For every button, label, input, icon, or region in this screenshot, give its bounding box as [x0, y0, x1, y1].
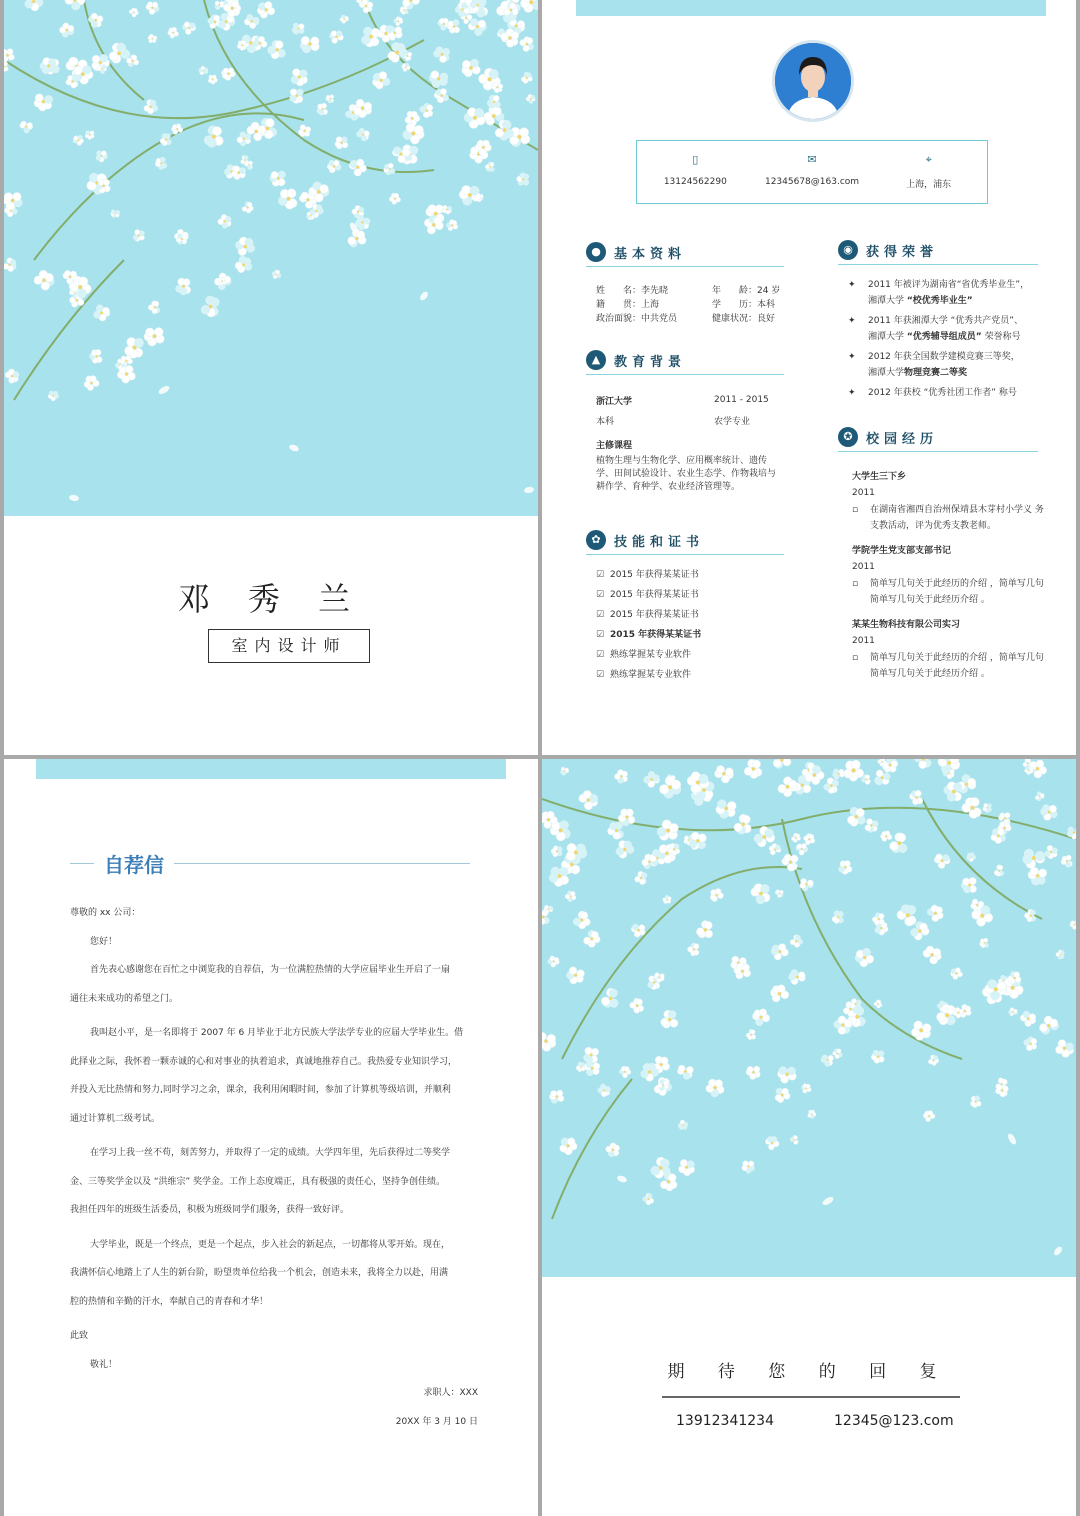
letter-line: 在学习上我一丝不苟，刻苦努力，并取得了一定的成绩。大学四年里，先后获得过二等奖学 [90, 1148, 451, 1158]
education-block [596, 393, 782, 494]
letter-body [70, 899, 478, 1436]
flower-background [4, 0, 538, 516]
blossom [847, 807, 865, 826]
checkbox-icon: ☑ [596, 650, 605, 660]
letter-greeting: 尊敬的 xx 公司： [70, 908, 141, 918]
checkbox-icon: ☑ [596, 590, 605, 600]
letter-line: 金、三等奖学金以及 “洪维宗” 奖学金。工作上态度端正，具有极强的责任心，坚持争创佳绩。 [70, 1176, 446, 1187]
contact-box [636, 140, 988, 204]
list-item [596, 625, 701, 645]
blossom [549, 1090, 564, 1103]
star-icon: ✦ [848, 280, 856, 290]
divider [662, 1396, 960, 1398]
flower-background [542, 759, 1076, 1277]
letter-line: 我叫赵小平，是一名即将于 2007 年 6 月毕业于北方民族大学法学专业的应届大学毕业生。借 [90, 1028, 464, 1038]
honor-text: 湘潭大学 [868, 368, 905, 378]
section-education [586, 350, 784, 375]
campus-desc: 简单写几句关于此经历的介绍 ，简单写几句简单写几句关于此经历介绍 。 [870, 579, 1044, 605]
resume-page [542, 0, 1076, 755]
blossom [970, 1096, 981, 1108]
blossom [462, 59, 481, 77]
skill-text: 2015 年获得某某证书 [610, 570, 699, 580]
letter-line: 我满怀信心地踏上了人生的新台阶，盼望贵单位给我一个机会，创造未来，我将全力以赴，用满 [70, 1268, 449, 1278]
section-campus [838, 427, 1038, 452]
section-title: 基本资料 [614, 246, 687, 262]
campus-org: 某某生物科技有限公司实习 [852, 620, 961, 630]
honor-text: 2012 年获校 “优秀社团工作者” 称号 [868, 388, 1017, 398]
blossom [850, 999, 861, 1010]
blossom [292, 23, 304, 34]
course-label: 主修课程 [596, 441, 633, 451]
honor-text: 湘潭大学 [868, 332, 907, 342]
section-title: 校园经历 [866, 431, 939, 447]
checkbox-icon: ☑ [596, 610, 605, 620]
course-list: 植物生理与生物化学、应用概率统计、遗传学、田间试验设计、农业生态学、作物栽培与耕作学、育种学、农业经济管理等。 [596, 456, 777, 492]
avatar [772, 40, 854, 122]
letter-date: 20XX 年 3 月 10 日 [395, 1416, 478, 1427]
blossom [839, 861, 852, 875]
phone-text: 13124562290 [663, 177, 727, 187]
section-honors [838, 240, 1038, 265]
campus-item [852, 544, 1044, 608]
section-skills [586, 530, 784, 555]
basic-cell: 健康状况：良好 [712, 314, 776, 324]
star-icon: ✦ [848, 316, 856, 326]
section-basic-info [586, 242, 784, 267]
campus-list [852, 470, 1044, 682]
campus-item [852, 470, 1044, 534]
mail-icon: ✉ [807, 153, 817, 166]
letter-line: 通过计算机二级考试。 [70, 1113, 161, 1124]
basic-cell: 姓 名：李先晓 [596, 286, 669, 296]
contact-phone [637, 141, 754, 203]
star-icon: ✦ [848, 388, 856, 398]
list-item [848, 313, 1048, 345]
letter-line: 此择业之际，我怀着一颗赤诚的心和对事业的执着追求，真诚地推荐自己。我热爱专业知识学习， [70, 1056, 458, 1067]
cover-job-title: 室内设计师 [208, 629, 370, 663]
divider [70, 863, 94, 864]
top-bar [576, 0, 1046, 16]
letter-line: 并投入无比热情和努力,同时学习之余，课余，我利用闲暇时间，参加了计算机等级培训，并顺利 [70, 1085, 451, 1095]
star-icon: ✦ [848, 352, 856, 362]
closing-phone: 13912341234 [676, 1413, 774, 1429]
letter-line: 腔的热情和辛勤的汗水，奉献自己的青春和才华！ [70, 1296, 269, 1307]
closing-email: 12345@123.com [834, 1413, 954, 1429]
edu-period: 2011 - 2015 [714, 395, 769, 405]
school-name: 浙江大学 [596, 397, 633, 407]
bullet-icon: ▫ [852, 653, 859, 663]
blossom [176, 234, 187, 245]
blossom [133, 230, 144, 242]
blossom [362, 27, 381, 47]
campus-icon: ✪ [838, 427, 858, 447]
cover-page [4, 0, 538, 755]
blossom [317, 103, 328, 115]
basic-cell: 政治面貌：中共党员 [596, 314, 678, 324]
skill-text: 熟练掌握某专业软件 [610, 650, 692, 660]
section-title: 获得荣誉 [866, 244, 939, 260]
blossom [865, 819, 878, 833]
skill-text: 2015 年获得某某证书 [610, 590, 699, 600]
honor-text: 荣誉称号 [981, 332, 1021, 342]
basic-info-table [596, 284, 796, 326]
checkbox-icon: ☑ [596, 630, 605, 640]
campus-year: 2011 [852, 488, 875, 498]
honor-emphasis: “校优秀毕业生” [906, 296, 973, 306]
list-item [596, 645, 701, 665]
letter-title: 自荐信 [104, 853, 164, 877]
letter-line: 首先表心感谢您在百忙之中浏览我的自荐信，为一位满腔热情的大学应届毕业生开启了一扇 [90, 965, 451, 975]
skill-text: 2015 年获得某某证书 [610, 610, 699, 620]
flower-illustration [4, 0, 538, 516]
bullet-icon: ▫ [852, 579, 859, 589]
checkbox-icon: ☑ [596, 570, 605, 580]
campus-org: 学院学生党支部支部书记 [852, 546, 952, 556]
contact-location [870, 141, 987, 203]
checkbox-icon: ☑ [596, 670, 605, 680]
campus-desc: 在湖南省湘西自治州保靖县木芽村小学义 务支教活动，评为优秀支教老师。 [870, 505, 1044, 531]
list-item [596, 605, 701, 625]
blossom [291, 69, 308, 86]
blossom [290, 89, 304, 104]
skill-text: 2015 年获得某某证书 [610, 630, 702, 640]
blossom [111, 210, 120, 218]
edu-major: 农学专业 [714, 417, 751, 427]
closing-page [542, 759, 1076, 1516]
letter-hello: 您好！ [90, 936, 118, 947]
letter-closing: 敬礼！ [90, 1359, 118, 1370]
flower-illustration [542, 759, 1076, 1277]
honor-text: 湘潭大学 [868, 296, 907, 306]
campus-year: 2011 [852, 636, 875, 646]
letter-line: 大学毕业，既是一个终点，更是一个起点，步入社会的新起点，一切都将从零开始。现在， [90, 1239, 451, 1250]
divider [174, 863, 470, 864]
honor-list [848, 277, 1048, 405]
cover-name: 邓 秀 兰 [177, 580, 365, 618]
letter-line: 我担任四年的班级生活委员，积极为班级同学们服务，获得一致好评。 [70, 1205, 350, 1215]
location-icon: ⌖ [925, 153, 932, 166]
phone-icon: ▯ [692, 153, 699, 166]
letter-page [4, 759, 538, 1516]
list-item [848, 385, 1048, 401]
medal-icon: ◉ [838, 240, 858, 260]
blossom [335, 137, 348, 149]
person-icon: ● [586, 242, 606, 262]
section-title: 技能和证书 [614, 534, 705, 550]
honor-text: 2012 年获全国数学建模竞赛三等奖， [868, 352, 1020, 362]
blossom [584, 1061, 600, 1076]
letter-signer: 求职人：XXX [423, 1388, 478, 1398]
list-item [848, 349, 1048, 381]
blossom [298, 125, 311, 137]
blossom [442, 205, 451, 214]
skill-text: 熟练掌握某专业软件 [610, 670, 692, 680]
honor-text: 2011 年被评为湖南省“省优秀毕业生”， [868, 280, 1030, 290]
campus-desc: 简单写几句关于此经历的介绍 ，简单写几句简单写几句关于此经历介绍 。 [870, 653, 1044, 679]
avatar-photo [775, 43, 851, 119]
list-item [596, 565, 701, 585]
campus-item [852, 618, 1044, 682]
closing-title: 期 待 您 的 回 复 [667, 1362, 951, 1382]
location-text: 上海，浦东 [906, 180, 952, 190]
top-bar [36, 759, 506, 779]
skill-list [596, 565, 701, 685]
list-item [848, 277, 1048, 309]
section-title: 教育背景 [614, 354, 687, 370]
bullet-icon: ▫ [852, 505, 859, 515]
campus-org: 大学生三下乡 [852, 472, 907, 482]
list-item [596, 665, 701, 685]
campus-year: 2011 [852, 562, 875, 572]
gear-icon: ✿ [586, 530, 606, 550]
edu-degree: 本科 [596, 417, 615, 427]
blossom [584, 1047, 599, 1063]
contact-email [754, 141, 871, 203]
blossom [689, 832, 706, 850]
basic-cell: 学 历：本科 [712, 300, 776, 310]
graduation-cap-icon: ▲ [586, 350, 606, 370]
honor-text: 2011 年获湘潭大学 “优秀共产党员”、 [868, 316, 1023, 326]
honor-emphasis: “优秀辅导组成员” [906, 332, 982, 342]
basic-cell: 籍 贯：上海 [596, 300, 660, 310]
letter-header [70, 849, 470, 878]
letter-closing: 此致 [70, 1331, 89, 1341]
letter-line: 通往未来成功的希望之门。 [70, 993, 179, 1004]
basic-cell: 年 龄：24 岁 [712, 286, 781, 296]
email-text: 12345678@163.com [764, 177, 860, 187]
honor-emphasis: 物理竞赛二等奖 [904, 368, 968, 378]
list-item [596, 585, 701, 605]
